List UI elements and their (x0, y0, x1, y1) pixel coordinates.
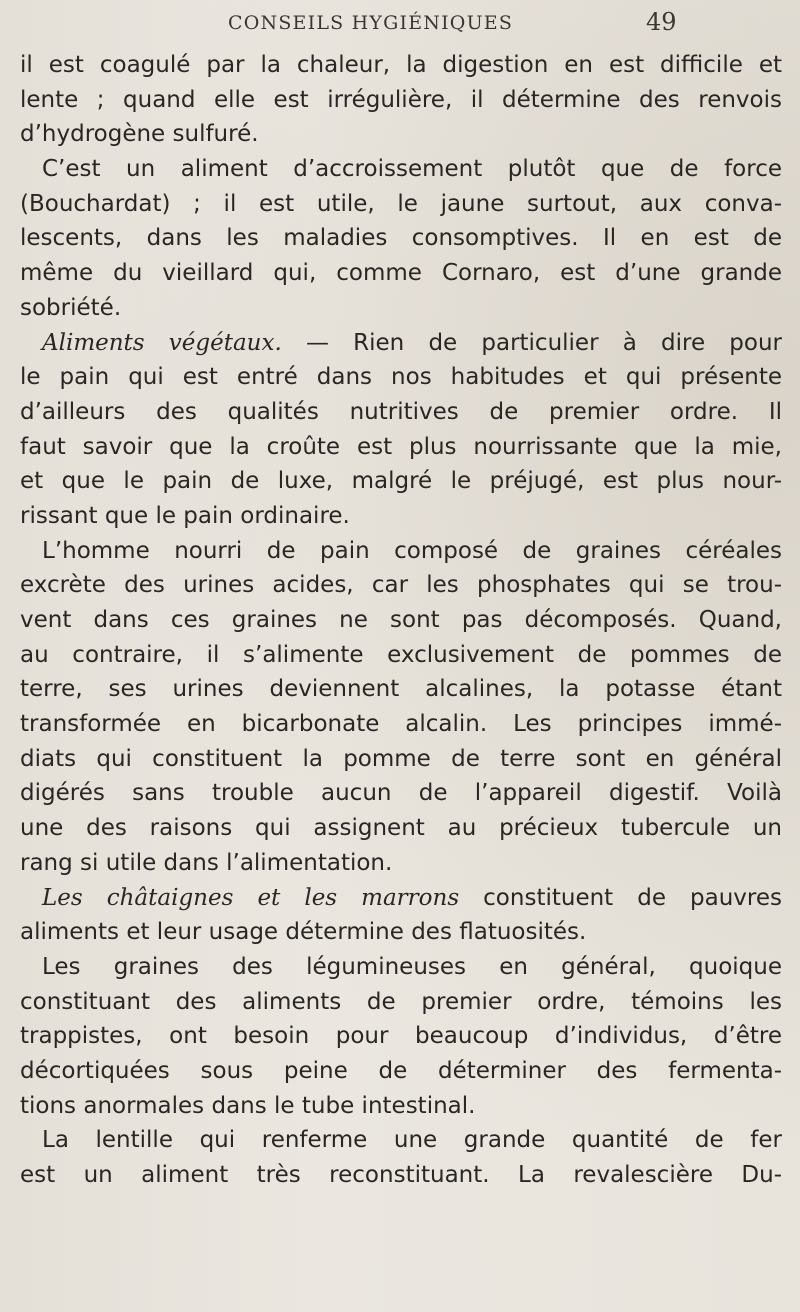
text-line (20, 672, 782, 707)
line-text: et que le pain de luxe, malgré le préjugé, est plus nour- (20, 468, 782, 495)
line-text: rang si utile dans l’alimentation. (20, 849, 393, 876)
text-line (20, 776, 782, 811)
text-line (20, 811, 782, 846)
line-text: sobriété. (20, 294, 122, 321)
page-number: 49 (646, 8, 677, 36)
line-text: est un aliment très reconstituant. La revalescière Du- (20, 1162, 782, 1188)
line-text: (Bouchardat) ; il est utile, le jaune surtout, aux conva- (20, 190, 782, 217)
text-line (20, 985, 782, 1020)
body-text (20, 48, 782, 1193)
text-line (20, 464, 782, 499)
line-text: trappistes, ont besoin pour beaucoup d’individus, d’être (20, 1023, 782, 1050)
text-line (20, 534, 782, 569)
text-line (20, 846, 782, 881)
text-line (20, 499, 782, 534)
line-text: L’homme nourri de pain composé de graines céréales (42, 537, 782, 564)
line-text: même du vieillard qui, comme Cornaro, est d’une grande (20, 260, 782, 287)
line-text: au contraire, il s’alimente exclusivement de pommes de (20, 641, 782, 668)
text-line (20, 221, 782, 256)
running-title: CONSEILS HYGIÉNIQUES (228, 12, 514, 34)
text-line (20, 707, 782, 742)
text-line (20, 568, 782, 603)
line-text: rissant que le pain ordinaire. (20, 502, 350, 529)
text-line (20, 915, 782, 950)
text-line (20, 360, 782, 395)
line-text: excrète des urines acides, car les phosphates qui se trou- (20, 572, 782, 599)
text-line (20, 152, 782, 187)
text-line (20, 326, 782, 361)
line-text: faut savoir que la croûte est plus nourrissante que la mie, (20, 433, 782, 460)
line-text: transformée en bicarbonate alcalin. Les principes immé- (20, 711, 782, 738)
text-line (20, 256, 782, 291)
text-line (20, 1123, 782, 1158)
text-line (20, 291, 782, 326)
line-text: — Rien de particulier à dire pour (281, 329, 782, 356)
text-line (20, 187, 782, 222)
line-text: diats qui constituent la pomme de terre sont en général (20, 745, 782, 772)
line-text: il est coagulé par la chaleur, la digestion en est difficile et (20, 52, 782, 78)
line-text: constituent de pauvres (459, 884, 782, 911)
text-line (20, 950, 782, 985)
line-text: C’est un aliment d’accroissement plutôt que de force (42, 156, 782, 183)
line-text: La lentille qui renferme une grande quantité de fer (42, 1127, 782, 1154)
italic-term: Les châtaignes et les marrons (42, 884, 460, 911)
line-text: d’ailleurs des qualités nutritives de premier ordre. Il (20, 398, 782, 425)
text-line (20, 1019, 782, 1054)
line-text: décortiquées sous peine de déterminer des fermenta- (20, 1057, 782, 1084)
line-text: tions anormales dans le tube intestinal. (20, 1092, 476, 1119)
text-line (20, 881, 782, 916)
text-line (20, 83, 782, 118)
text-line (20, 603, 782, 638)
text-line (20, 117, 782, 152)
line-text: digérés sans trouble aucun de l’appareil digestif. Voilà (20, 780, 782, 807)
line-text: une des raisons qui assignent au précieux tubercule un (20, 815, 782, 842)
line-text: terre, ses urines deviennent alcalines, la potasse étant (20, 676, 782, 703)
text-line (20, 1089, 782, 1124)
text-line (20, 638, 782, 673)
line-text: le pain qui est entré dans nos habitudes et qui présente (20, 364, 782, 391)
text-line (20, 742, 782, 777)
line-text: aliments et leur usage détermine des flatuosités. (20, 919, 587, 946)
italic-term: Aliments végétaux. (42, 329, 282, 356)
text-line (20, 1054, 782, 1089)
line-text: lescents, dans les maladies consomptives. Il en est de (20, 225, 782, 252)
text-line (20, 48, 782, 83)
running-head (0, 8, 800, 42)
line-text: Les graines des légumineuses en général, quoique (42, 953, 782, 980)
line-text: d’hydrogène sulfuré. (20, 121, 259, 148)
text-line (20, 1158, 782, 1193)
text-line (20, 430, 782, 465)
line-text: lente ; quand elle est irrégulière, il détermine des renvois (20, 86, 782, 113)
line-text: constituant des aliments de premier ordre, témoins les (20, 988, 782, 1015)
line-text: vent dans ces graines ne sont pas décomposés. Quand, (20, 607, 782, 633)
text-line (20, 395, 782, 430)
